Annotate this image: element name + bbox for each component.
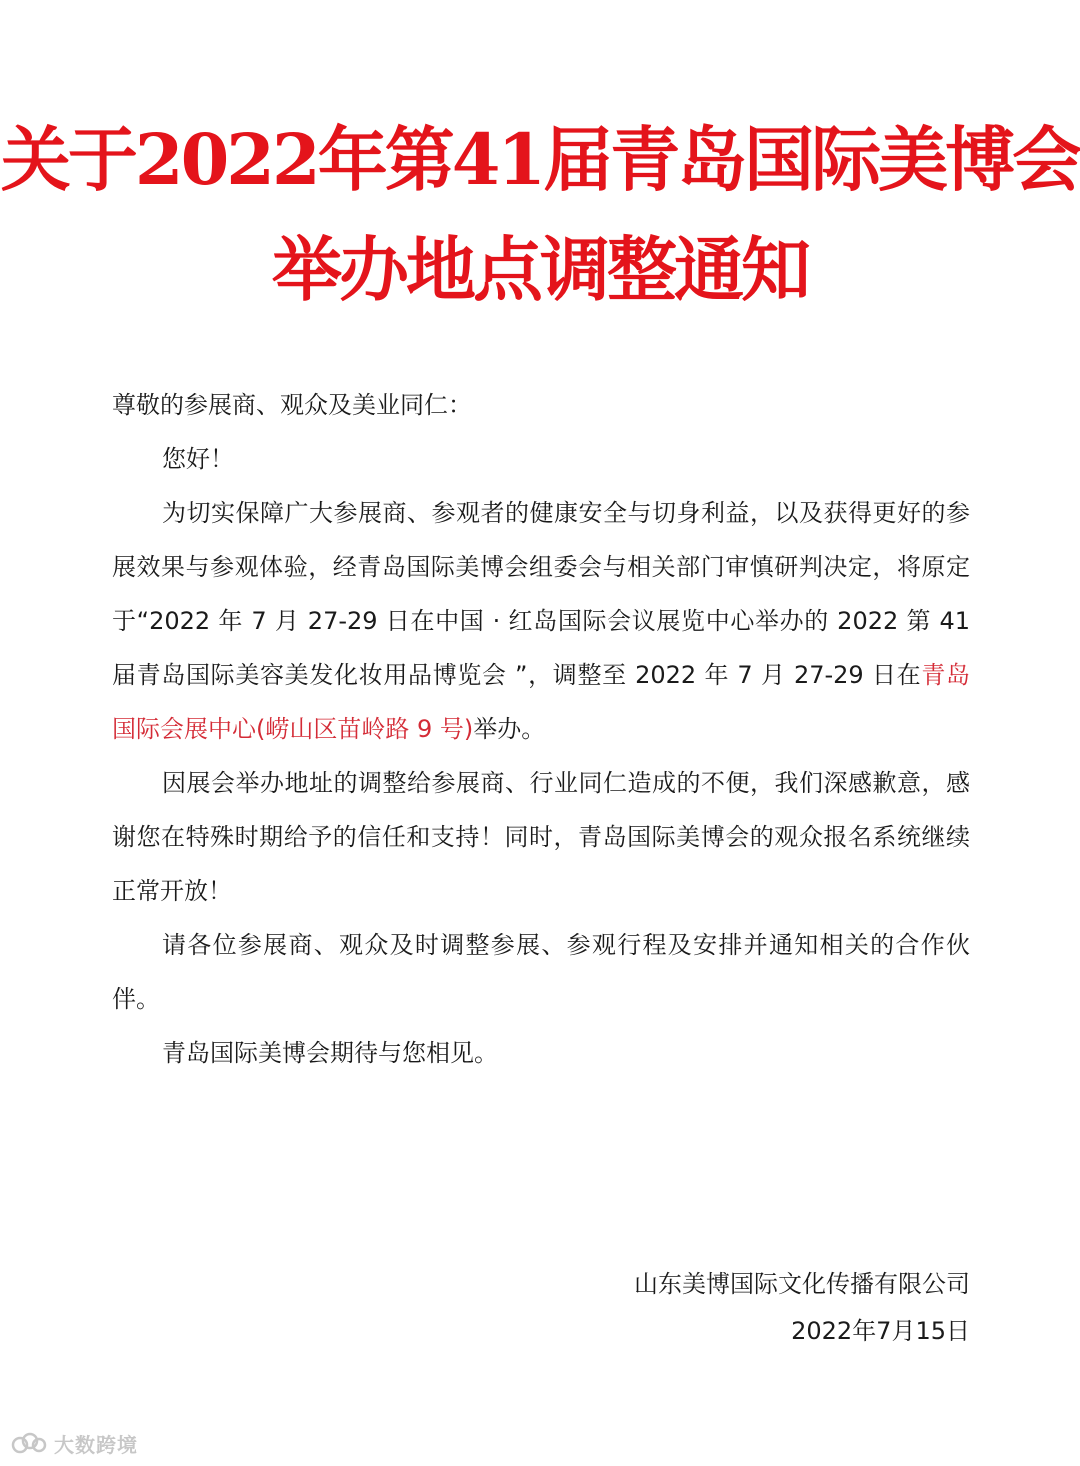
watermark-text: 大数跨境 [54,1433,138,1457]
paragraph-closing [112,1026,970,1080]
greeting-text: 您好！ [162,445,234,473]
paragraph-venue-change-text [112,486,970,756]
paragraph-apology-text: 因展会举办地址的调整给参展商、行业同仁造成的不便，我们深感歉意，感谢您在特殊时期给予的信任和支持！同时，青岛国际美博会的观众报名系统继续正常开放！ [112,769,970,905]
salutation [112,378,970,432]
paragraph-apology [112,756,970,918]
greeting [112,432,970,486]
paragraph-venue-change [112,486,970,756]
new-venue-highlight: 青岛国际会展中心(崂山区苗岭路 9 号) [112,661,971,743]
salutation-text: 尊敬的参展商、观众及美业同仁： [112,391,472,419]
paragraph-closing-text: 青岛国际美博会期待与您相见。 [162,1039,498,1067]
cloud-logo-icon [10,1431,48,1457]
watermark [10,1429,138,1458]
notice-title-line-1: 关于2022年第41届青岛国际美博会 [0,118,1080,201]
signature-company: 山东美博国际文化传播有限公司 [634,1270,970,1298]
notice-title-line-2: 举办地点调整通知 [272,228,808,311]
paragraph-venue-change-after: 举办。 [473,715,546,743]
paragraph-request [112,918,970,1026]
paragraph-request-text: 请各位参展商、观众及时调整参展、参观行程及安排并通知相关的合作伙伴。 [112,931,970,1013]
signature-date: 2022年7月15日 [791,1317,970,1345]
paragraph-venue-change-before: 为切实保障广大参展商、参观者的健康安全与切身利益，以及获得更好的参展效果与参观体验，经青岛国际美博会组委会与相关部门审慎研判决定，将原定于“2022 年 7 月 27-29 日在中国 · 红岛国际会议展览中心举办的 2022 第 41 届青岛国际美容美发化妆用品博览会 ”，调整至 2022 年 7 月 27-29 日在 [112,499,970,689]
